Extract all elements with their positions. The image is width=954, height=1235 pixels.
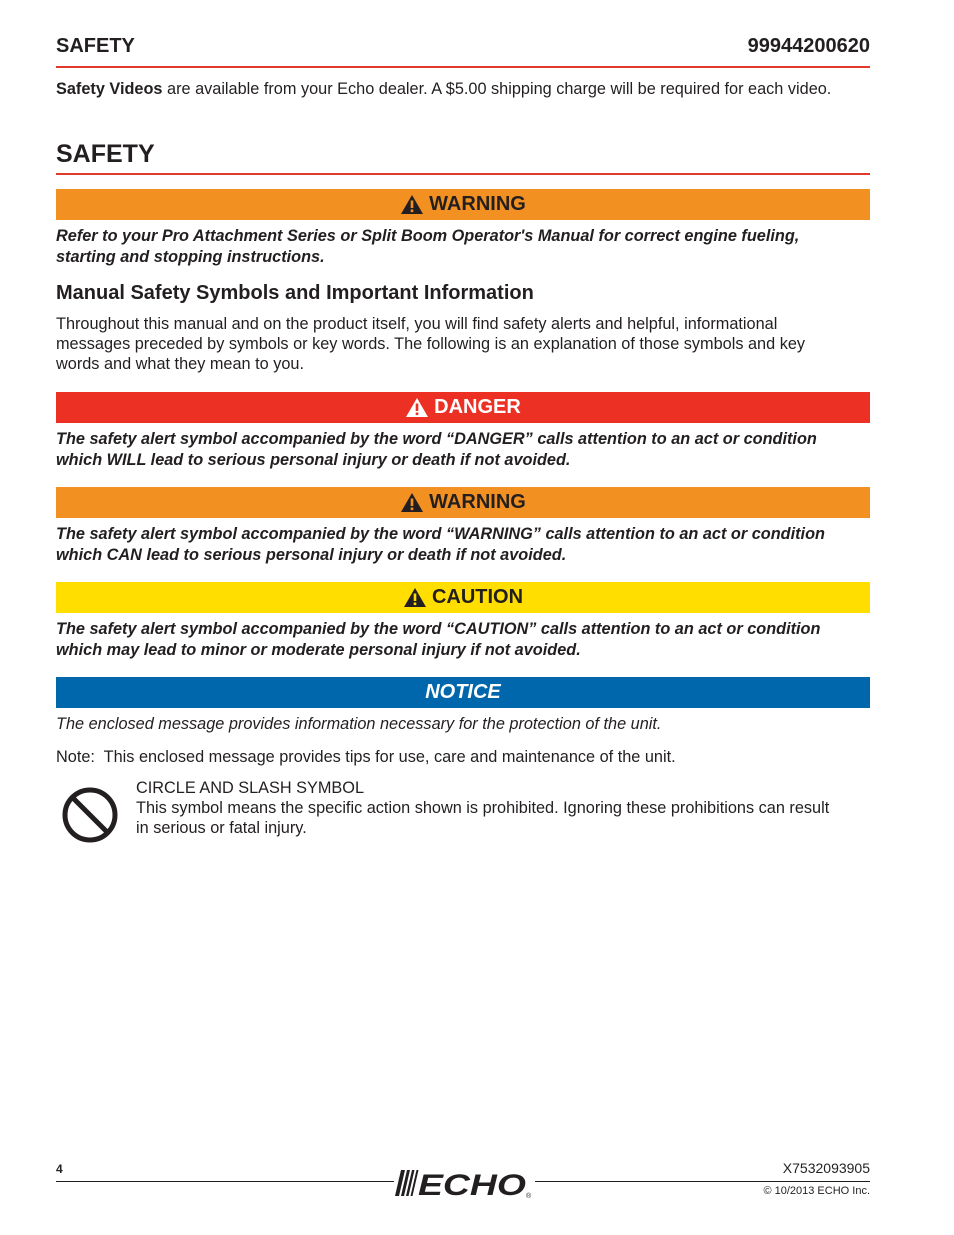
warning-message-line2: which CAN lead to serious personal injury or death if not avoided. bbox=[56, 546, 567, 564]
explanation-line2: messages preceded by symbols or key words. The following is an explanation of those symbols and key bbox=[56, 335, 806, 353]
notice-banner bbox=[56, 677, 870, 708]
circle-slash-title: CIRCLE AND SLASH SYMBOL bbox=[136, 779, 365, 797]
warning-label: WARNING bbox=[429, 491, 526, 513]
danger-banner bbox=[56, 392, 870, 423]
note-text: Note: This enclosed message provides tips for use, care and maintenance of the unit. bbox=[56, 748, 676, 766]
danger-message bbox=[56, 429, 876, 471]
danger-message-line1: The safety alert symbol accompanied by the word “DANGER” calls attention to an act or condition bbox=[56, 430, 817, 448]
warning-message-top-line2: starting and stopping instructions. bbox=[56, 248, 325, 266]
danger-label: DANGER bbox=[434, 396, 521, 418]
circle-slash-line1: This symbol means the specific action shown is prohibited. Ignoring these prohibitions can result bbox=[136, 799, 830, 817]
footer-divider-right bbox=[535, 1181, 870, 1182]
section-title: SAFETY bbox=[56, 140, 155, 168]
caution-label: CAUTION bbox=[431, 586, 524, 608]
intro-paragraph bbox=[56, 79, 876, 99]
warning-message-line1: The safety alert symbol accompanied by the word “WARNING” calls attention to an act or condition bbox=[56, 525, 825, 543]
circle-slash-description bbox=[136, 778, 876, 838]
alert-triangle-icon bbox=[405, 397, 429, 418]
footer-divider-left bbox=[56, 1181, 394, 1182]
warning-message bbox=[56, 524, 876, 566]
echo-logo bbox=[392, 1167, 534, 1199]
page-header bbox=[56, 30, 870, 62]
warning-message-top-line1: Refer to your Pro Attachment Series or Split Boom Operator's Manual for correct engine fueling, bbox=[56, 227, 800, 245]
warning-banner-top bbox=[56, 189, 870, 220]
warning-banner bbox=[56, 487, 870, 518]
explanation-line1: Throughout this manual and on the product itself, you will find safety alerts and helpful, informational bbox=[56, 315, 778, 333]
caution-message bbox=[56, 619, 876, 661]
alert-triangle-icon bbox=[400, 492, 424, 513]
alert-triangle-icon bbox=[400, 194, 424, 215]
intro-bold: Safety Videos bbox=[56, 80, 163, 98]
subsection-title: Manual Safety Symbols and Important Information bbox=[56, 282, 534, 304]
header-section-title: SAFETY bbox=[56, 34, 135, 57]
caution-message-line1: The safety alert symbol accompanied by the word “CAUTION” calls attention to an act or condition bbox=[56, 620, 821, 638]
explanation-line3: words and what they mean to you. bbox=[56, 355, 304, 373]
caution-message-line2: which may lead to minor or moderate personal injury if not avoided. bbox=[56, 641, 581, 659]
header-doc-number: 99944200620 bbox=[747, 34, 870, 57]
prohibited-icon bbox=[61, 786, 119, 844]
footer-code: X7532093905 bbox=[782, 1160, 870, 1176]
header-divider bbox=[56, 66, 870, 68]
circle-slash-line2: in serious or fatal injury. bbox=[136, 819, 307, 837]
warning-label-top: WARNING bbox=[429, 193, 526, 215]
warning-message-top bbox=[56, 226, 876, 268]
notice-label: NOTICE bbox=[425, 681, 501, 703]
notice-message: The enclosed message provides information necessary for the protection of the unit. bbox=[56, 715, 662, 733]
intro-text: are available from your Echo dealer. A $5.00 shipping charge will be required for each video. bbox=[162, 80, 832, 98]
danger-message-line2: which WILL lead to serious personal injury or death if not avoided. bbox=[56, 451, 571, 469]
registered-mark: ® bbox=[526, 1193, 532, 1199]
section-divider bbox=[56, 173, 870, 175]
footer-copyright: © 10/2013 ECHO Inc. bbox=[763, 1185, 870, 1197]
explanation-paragraph bbox=[56, 314, 876, 374]
caution-banner bbox=[56, 582, 870, 613]
alert-triangle-icon bbox=[403, 587, 427, 608]
page-number: 4 bbox=[56, 1162, 63, 1176]
echo-logo-text: ECHO bbox=[418, 1169, 526, 1199]
